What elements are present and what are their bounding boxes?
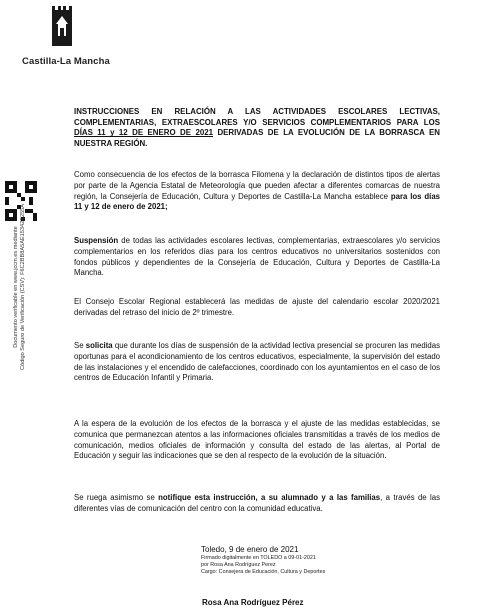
paragraph-request [74, 341, 440, 384]
paragraph-suspension [74, 236, 440, 279]
p6-bold: notifique esta instrucción, a su alumnado y a las familias [158, 493, 381, 502]
signature-line-3: Cargo: Consejera de Educación, Cultura y Deportes [201, 568, 326, 575]
logo-text: Castilla-La Mancha [22, 56, 110, 67]
p2-bold: Suspensión [74, 236, 119, 245]
signature-line-1: Firmado digitalmente en TOLEDO a 09-01-2021 [201, 555, 316, 561]
paragraph-calendar [74, 297, 440, 319]
title-part-1: INSTRUCCIONES EN RELACIÓN A LAS ACTIVIDADES ESCOLARES LECTIVAS, COMPLEMENTARIAS, EXTRAESCOLARES Y/O SERVICIOS COMPLEMENTARIOS PARA LOS [74, 107, 440, 127]
paragraph-waiting [74, 419, 440, 462]
signature-block [201, 545, 441, 575]
castilla-la-mancha-emblem-icon [50, 6, 74, 48]
p6-a: Se ruega asimismo se [74, 493, 159, 502]
p1-bold: para los días 11 y 12 de enero de 2021; [74, 191, 440, 212]
signature-line-2: por Rosa Ana Rodríguez Perez [201, 561, 276, 568]
verification-line-1: Documento verificable en www.jccm.es mediante [13, 226, 19, 348]
document-title [74, 107, 440, 149]
verification-line-2: Código Seguro de Verificación (CSV): F6C2BB8A5AE15342E255A [20, 203, 26, 371]
p1-text: Como consecuencia de los efectos de la borrasca Filomena y la declaración de distintos tipos de alertas por parte de la Agencia Estatal de Meteorología que pueden afectar a diferentes comarcas de nuestra región, la Consejería de Educación, Cultura y Deportes de Castilla-La Mancha establece [74, 170, 440, 201]
verification-text [13, 87, 27, 487]
paragraph-notify [74, 493, 440, 515]
p3-text: El Consejo Escolar Regional establecerá las medidas de ajuste del calendario escolar 2020/2021 derivadas del retraso del inicio de 2º trimestre. [74, 297, 440, 317]
p2-text: de todas las actividades escolares lectivas, complementarias, extraescolares y/o servicios complementarios en los referidos días para los centros educativos no universitarios sostenidos con fondos públicos y dependientes de la Consejería de Educación, Cultura y Deportes de Castilla-La Mancha. [74, 236, 440, 278]
p6-b: , a través de las diferentes vías de comunicación del centro con la comunidad educativa. [74, 493, 440, 513]
p4-b: que durante los días de suspensión de la actividad lectiva presencial se procuren las medidas oportunas para el acondicionamiento de los centros educativos, especialmente, la supervisión del estado de las instalaciones y el encendido de calefacciones, coordinado con los ayuntamientos en el caso de los centros de Educación Infantil y Primaria. [74, 341, 441, 383]
title-dates: DÍAS 11 y 12 DE ENERO DE 2021 [74, 128, 214, 138]
p4-bold: solicita [85, 341, 113, 350]
p5-text: A la espera de la evolución de los efectos de la borrasca y el ajuste de las medidas establecidas, se comunica que permanezcan atentos a las informaciones oficiales transmitidas a través de los medios de comunicación, medios oficiales de información y consulta del estado de las alertas, al Portal de Educación y seguir las indicaciones que se den al respecto de la evolución de la situación. [74, 419, 440, 461]
p4-a: Se [74, 341, 86, 350]
paragraph-intro [74, 170, 440, 213]
signer-name: Rosa Ana Rodríguez Pérez [202, 598, 304, 607]
title-part-2: DERIVADAS DE LA EVOLUCIÓN DE LA BORRASCA EN NUESTRA REGIÓN. [74, 128, 440, 148]
place-date: Toledo, 9 de enero de 2021 [201, 545, 299, 554]
